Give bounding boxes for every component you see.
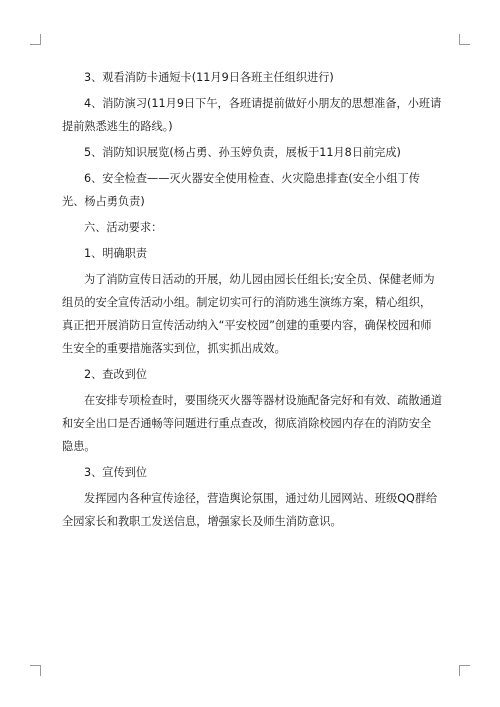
paragraph-publicity: 发挥园内各种宣传途径，营造舆论氛围，通过幼儿园网站、班级QQ群给全园家长和教职工发送信息，增强家长及师生消防意识。 [62,492,438,528]
item-4-drill: 4、消防演习(11月9日下午，各班请提前做好小朋友的思想准备，小班请提前熟悉逃生的路线。) [62,97,442,133]
paragraph-responsibilities: 为了消防宣传日活动的开展，幼儿园由园长任组长;安全员、保健老师为组员的安全宣传活动小组。制定切实可行的消防逃生演练方案，精心组织，真正把开展消防日宣传活动纳入“平安校园”创建的重要内容，确保校园和师生安全的重要措施落实到位，抓实抓出成效。 [62,273,435,355]
item-6-safety-check: 6、安全检查——灭火器安全使用检查、火灾隐患排查(安全小组丁传光、杨占勇负责) [62,172,420,208]
paragraph-inspection: 在安排专项检查时，要围绕灭火器等器材设施配备完好和有效、疏散通道和安全出口是否通畅等问题进行重点查改，彻底消除校园内存在的消防安全隐患。 [62,394,443,453]
crop-mark-bottom-right [459,665,470,676]
subheading-inspection: 2、查改到位 [84,368,148,381]
item-5-exhibition: 5、消防知识展览(杨占勇、孙玉婷负责，展板于11月8日前完成) [84,146,401,159]
subheading-publicity: 3、宣传到位 [84,466,148,479]
crop-mark-top-right [459,34,470,45]
crop-mark-top-left [30,34,41,45]
crop-mark-bottom-left [30,665,41,676]
subheading-responsibilities: 1、明确职责 [84,247,148,260]
item-3-cartoon: 3、观看消防卡通短卡(11月9日各班主任组织进行) [84,71,334,84]
section-heading-requirements: 六、活动要求： [84,221,163,234]
document-body [62,66,442,536]
